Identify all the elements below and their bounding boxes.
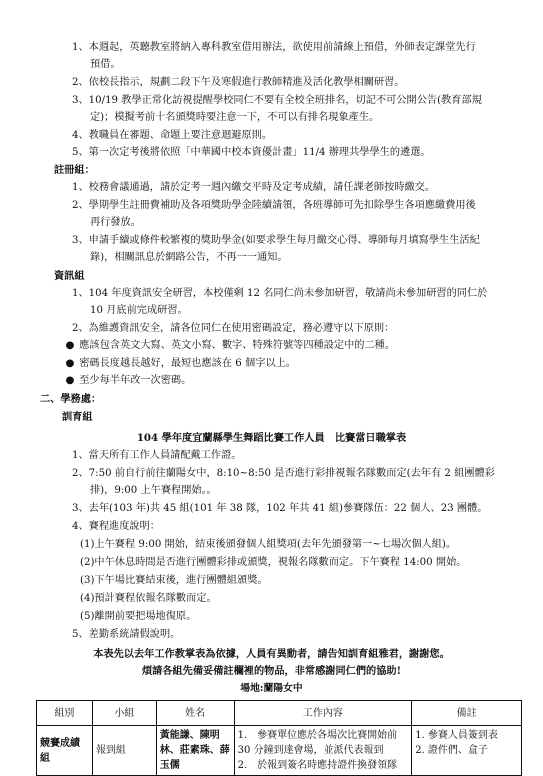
item-number: 3、	[72, 95, 89, 106]
bullet-icon: ●	[65, 375, 75, 386]
bullet-icon: ●	[65, 358, 75, 369]
info-item-2	[72, 321, 394, 337]
notice-line-2: 煩請各組先備妥備註欄裡的物品，非常感謝同仁們的協助!	[141, 665, 402, 677]
header-subgroup: 小組	[92, 701, 156, 726]
item-text: 去年(103 年)共 45 組(101 年 38 隊，102 年共 41 組)參賽隊伍：22 個人、23 團體。	[88, 503, 488, 514]
cell-subgroup: 報到組	[92, 726, 156, 776]
item-number: 3、	[72, 235, 89, 246]
item-number: 1、	[72, 42, 89, 53]
affairs-item-3-cont: 定)；模擬考前十名頒獎時要注意一下，不可以有排名現象產生。	[90, 112, 380, 123]
bullet-icon: ●	[65, 340, 75, 351]
bullet-text: 密碼長度越長越好，最短也應該在 6 個字以上。	[79, 358, 296, 369]
schedule-item-5: (5)離開前要把場地復原。	[80, 611, 197, 622]
affairs-item-1-cont: 預借。	[90, 59, 121, 70]
task-2: 2. 於報到簽名時應持證件換發領隊	[237, 760, 398, 771]
item-number: 1、	[72, 288, 89, 299]
note-2: 2. 證件們、盒子	[415, 745, 488, 756]
venue-label: 場地:蘭陽女中	[240, 683, 303, 694]
registry-item-3	[72, 233, 480, 249]
schedule-item-3: (3)下午場比賽結束後，進行團體組頒獎。	[80, 575, 268, 586]
cell-group: 競賽成績組	[37, 726, 93, 776]
item-text: 第一次定考後將依照「中華國中校本資優計畫」11/4 辦理共學學生的遴選。	[88, 147, 431, 158]
cell-names: 黃能謙、陳明林、莊素珠、薛玉儒	[156, 726, 234, 776]
info-heading: 資訊組	[54, 270, 85, 282]
student-item-4	[72, 519, 160, 535]
item-text: 學期學生註冊費補助及各項獎助學金陸續請領，各班導師可先扣除學生各項應繳費用後	[88, 200, 476, 211]
registry-item-2	[72, 198, 476, 214]
student-item-1	[72, 448, 241, 464]
item-text: 104 年度資訊安全研習，本校僅剩 12 名同仁尚未參加研習，敬請尚未參加研習的同仁於	[88, 288, 488, 299]
registry-heading: 註冊組：	[54, 164, 95, 176]
cell-notes	[412, 726, 522, 776]
affairs-item-1	[72, 40, 476, 56]
student-sub-heading: 訓育組	[62, 411, 93, 423]
item-number: 1、	[72, 450, 89, 461]
item-number: 4、	[72, 521, 89, 532]
duty-table-title: 104 學年度宜蘭縣學生舞蹈比賽工作人員 比賽當日職掌表	[136, 432, 407, 444]
registry-item-1	[72, 180, 435, 196]
header-tasks: 工作內容	[234, 701, 412, 726]
table-header-row	[37, 701, 522, 726]
info-bullet-1	[64, 338, 395, 354]
item-number: 3、	[72, 503, 89, 514]
item-text: 賽程進度說明：	[88, 521, 160, 532]
item-number: 2、	[72, 323, 89, 334]
table-row	[37, 726, 522, 776]
schedule-item-1: (1)上午賽程 9:00 開始，結束後頒發個人組獎項(去年先頒發第一~七場次個人組)。	[80, 539, 457, 550]
cell-tasks	[234, 726, 412, 776]
item-text: 申請手續或條件較繁複的獎助學金(如要求學生每月繳交心得、導師每月填寫學生生活紀	[88, 235, 480, 246]
registry-item-2-cont: 再行發放。	[90, 217, 141, 228]
info-item-1-cont: 10 月底前完成研習。	[90, 305, 188, 316]
header-group: 組別	[37, 701, 93, 726]
duty-table	[36, 700, 522, 776]
item-text: 教職員在審題、命題上要注意迴避原則。	[88, 130, 273, 141]
task-1: 1. 參賽單位應於各場次比賽開始前 30 分鐘到達會場，並派代表報到	[237, 730, 398, 756]
item-text: 10/19 教學正常化訪視提醒學校同仁不要有全校全班排名，切記不可公開公告(教育部規	[88, 95, 482, 106]
student-item-2-cont: 排)，9:00 上午賽程開始。。	[90, 485, 217, 496]
student-affairs-heading: 二、學務處：	[40, 393, 102, 405]
item-text: 依校長指示，規劃二段下午及寒假進行教師精進及活化教學相關研習。	[88, 77, 405, 88]
item-number: 2、	[72, 468, 89, 479]
item-number: 4、	[72, 130, 89, 141]
student-item-2	[72, 466, 495, 482]
student-item-5	[72, 627, 180, 643]
bullet-text: 至少每半年改一次密碼。	[79, 375, 192, 386]
registry-item-3-cont: 錄)，相關訊息於網路公告，不再一一通知。	[90, 252, 288, 263]
header-name: 姓名	[156, 701, 234, 726]
affairs-item-3	[72, 93, 482, 109]
schedule-item-2: (2)中午休息時間是否進行團體彩排或頒獎，視報名隊數而定。下午賽程 14:00 開始。	[80, 557, 467, 568]
item-number: 2、	[72, 200, 89, 211]
affairs-item-2	[72, 75, 404, 91]
info-bullet-2	[64, 356, 296, 372]
bullet-text: 應該包含英文大寫、英文小寫、數字、特殊符號等四種設定中的二種。	[79, 340, 396, 351]
item-number: 2、	[72, 77, 89, 88]
info-item-1	[72, 286, 487, 302]
affairs-item-4	[72, 128, 272, 144]
info-bullet-3	[64, 373, 191, 389]
notice-line-1: 本表先以去年工作教掌表為依據，人員有異動者，請告知訓育組雅君，謝謝您。	[93, 648, 450, 660]
student-item-3	[72, 501, 487, 517]
item-text: 校務會議通過，請於定考一週內繳交平時及定考成績，請任課老師按時繳交。	[88, 182, 436, 193]
item-text: 差勤系統請假說明。	[88, 629, 181, 640]
schedule-item-4: (4)預計賽程依報名隊數而定。	[80, 593, 217, 604]
header-notes: 備註	[412, 701, 522, 726]
item-text: 本週起，英聽教室將納入專科教室借用辦法，欲使用前請線上預借，外師表定課堂先行	[88, 42, 476, 53]
item-number: 5、	[72, 629, 89, 640]
item-number: 1、	[72, 182, 89, 193]
item-number: 5、	[72, 147, 89, 158]
item-text: 當天所有工作人員請配戴工作證。	[88, 450, 242, 461]
item-text: 7:50 前自行前往蘭陽女中，8:10~8:50 是否進行彩排視報名隊數而定(去年有 2 組團體彩	[88, 468, 495, 479]
note-1: 1. 參賽人員簽到表	[415, 730, 498, 741]
affairs-item-5	[72, 145, 431, 161]
item-text: 為維護資訊安全，請各位同仁在使用密碼設定，務必遵守以下原則：	[88, 323, 395, 334]
